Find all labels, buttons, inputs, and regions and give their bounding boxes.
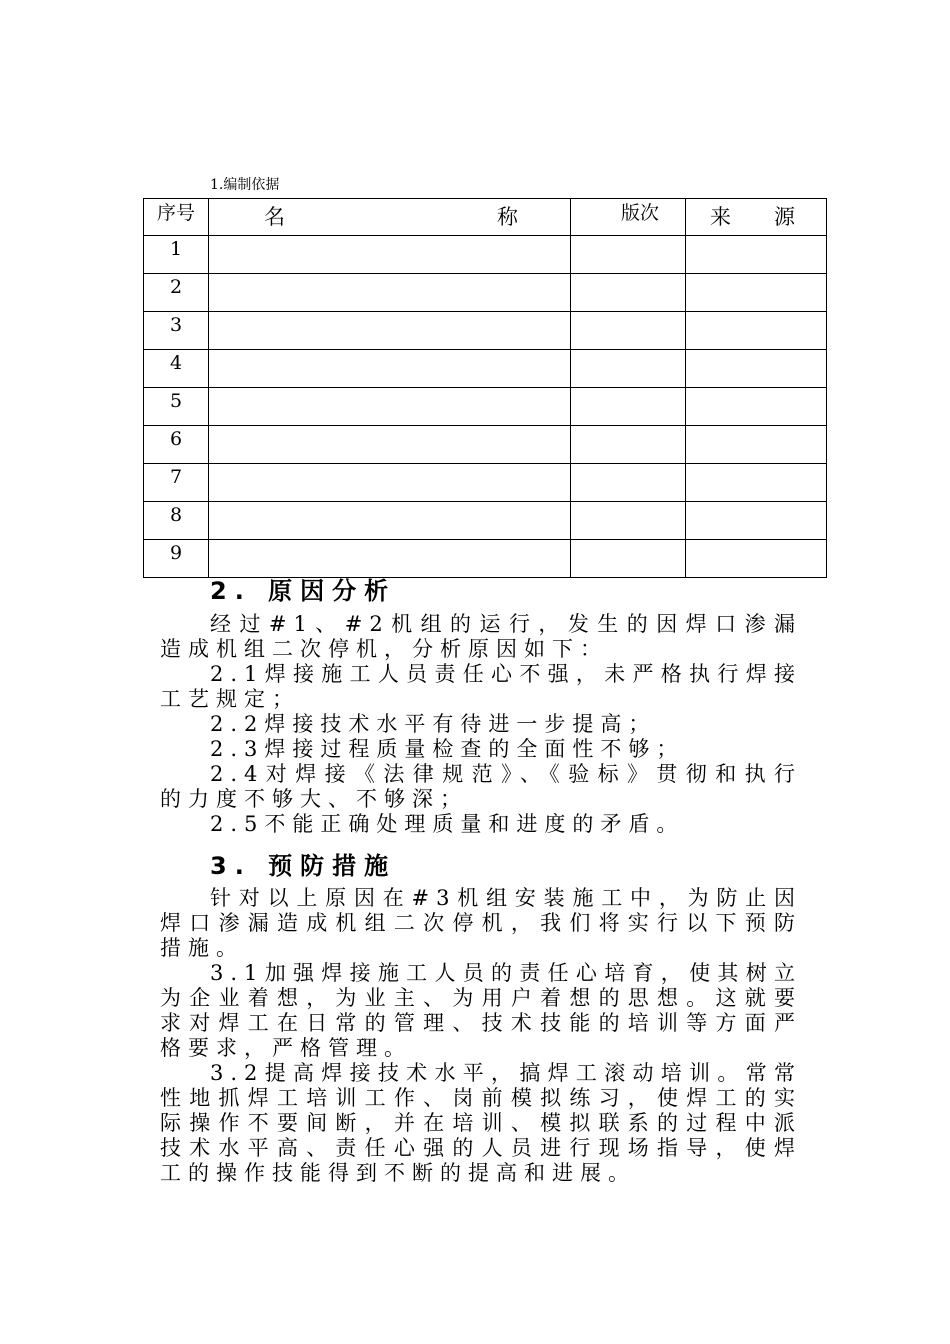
table-row: 6 [144, 426, 827, 464]
section-2-item-1: 2.1焊接施工人员责任心不强，未严格执行焊接工艺规定； [160, 662, 802, 711]
table-row: 4 [144, 350, 827, 388]
table-caption: 1.编制依据 [210, 177, 280, 193]
table-header-row [144, 199, 827, 236]
section-2-title: 2. 原因分析 [210, 577, 397, 605]
table-row: 2 [144, 274, 827, 312]
header-name: 名 称 [209, 199, 571, 236]
basis-table [143, 198, 827, 578]
section-3-title: 3. 预防措施 [210, 852, 397, 880]
section-2-item-4: 2.4对焊接《法律规范》、《验标》贯彻和执行的力度不够大、不够深； [160, 762, 802, 811]
section-3-item-2: 3.2提高焊接技术水平，搞焊工滚动培训。常常性地抓焊工培训工作、岗前模拟练习，使焊工的实际操作不要间断，并在培训、模拟联系的过程中派技术水平高、责任心强的人员进行现场指导，使焊工的操作技能得到不断的提高和进展。 [160, 1061, 802, 1185]
header-version: 版次 [571, 199, 686, 236]
table-row: 8 [144, 502, 827, 540]
table-row: 5 [144, 388, 827, 426]
section-3-intro: 针对以上原因在#3机组安装施工中，为防止因焊口渗漏造成机组二次停机，我们将实行以下预防措施。 [160, 886, 802, 960]
table-row: 9 [144, 540, 827, 578]
section-2-item-5: 2.5不能正确处理质量和进度的矛盾。 [210, 812, 685, 836]
table-row: 1 [144, 236, 827, 274]
section-2-item-2: 2.2焊接技术水平有待进一步提高； [210, 712, 657, 736]
header-source: 来 源 [686, 199, 827, 236]
section-2-item-3: 2.3焊接过程质量检查的全面性不够； [210, 737, 685, 761]
header-seq: 序号 [144, 199, 209, 236]
section-2-intro: 经过#1、#2机组的运行，发生的因焊口渗漏造成机组二次停机，分析原因如下： [160, 612, 802, 661]
table-row: 3 [144, 312, 827, 350]
section-3-item-1: 3.1加强焊接施工人员的责任心培育，使其树立为企业着想，为业主、为用户着想的思想。这就要求对焊工在日常的管理、技术技能的培训等方面严格要求，严格管理。 [160, 961, 802, 1060]
table-row: 7 [144, 464, 827, 502]
